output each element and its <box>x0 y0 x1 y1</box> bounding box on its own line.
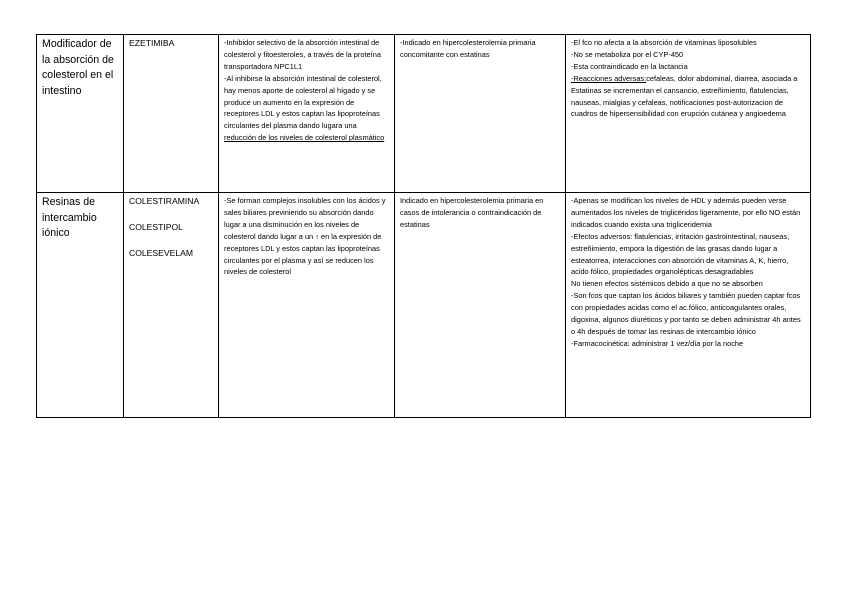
indication-text: -Indicado en hipercolesterolemia primaria concomitante con estatinas <box>400 38 536 59</box>
mechanism-cell <box>219 35 395 193</box>
indication-text: Indicado en hipercolesterolemia primaria en casos de intolerancia o contraindicación de estatinas <box>400 196 544 229</box>
note-line: -El fco no afecta a la absorción de vitaminas liposolubles <box>571 38 757 47</box>
note-line: -Efectos adversos: flatulencias, irritación gastrointestinal, nauseas, estreñimiento, empora la digestión de las grasas dando lugar a esteatorrea, interacciones con absorción de vitaminas A, K, hierro, acido fólico, propiedades organolépticas desagradables <box>571 231 790 277</box>
drug-name: COLESTIRAMINA <box>129 196 200 206</box>
drug-name: COLESTIPOL <box>129 222 183 232</box>
group-cell <box>37 193 124 418</box>
drug-table <box>36 34 811 418</box>
mechanism-text-2 <box>224 73 389 144</box>
note-line: -Farmacocinética: administrar 1 vez/día por la noche <box>571 338 744 348</box>
note-line: -No se metaboliza por el CYP-450 <box>571 49 684 59</box>
adverse-label: -Reacciones adversas: <box>571 73 647 83</box>
mechanism-text: -Inhibidor selectivo de la absorción intestinal de colesterol y fitoesteroles, a través de la proteína transportadora NPC1L1 <box>224 38 381 71</box>
note-line: -Esta contraindicado en la lactancia <box>571 61 688 71</box>
note-line: -Apenas se modifican los niveles de HDL y además pueden verse aumentados los niveles de triglicéridos ligeramente, por ello NO están indicados cuando exista una trigliceridemia <box>571 196 801 229</box>
drug-name: EZETIMIBA <box>129 38 175 48</box>
group-cell <box>37 35 124 193</box>
notes-cell <box>566 193 811 418</box>
mechanism-text: -Se forman complejos insolubles con los ácidos y sales biliares previniendo su absorción dando lugar a una disminución en los niveles de colesterol dando lugar a un ↑ en la expresión de receptores LDL y estos captan las lipoproteínas circulantes por el plasma y así se reducen los niveles de colesterol <box>224 196 386 277</box>
adverse-effects <box>571 73 805 121</box>
mechanism-text-2-main: -Al inhibirse la absorción intestinal de colesterol, hay menos aporte de colesterol al hígado y se produce un aumento en la expresión de receptores LDL y estos captan las lipoproteínas circulantes del plasma dando lugara una <box>224 73 382 131</box>
mechanism-underlined: reducción de los niveles de colesterol plasmático <box>224 133 385 143</box>
mechanism-cell <box>219 193 395 418</box>
notes-cell <box>566 35 811 193</box>
table-row <box>37 193 811 418</box>
note-line: -Son fcos que captan los ácidos biliares y también pueden captar fcos con propiedades acidas como el ac.fólico, anticoagulantes orales, digoxina, algunos diuréticos y por tanto se deben administrar 4h antes o 4h después de tomar las resinas de intercambio iónico <box>571 291 801 336</box>
note-line: No tienen efectos sistémicos debido a que no se absorben <box>571 279 763 289</box>
table-row <box>37 35 811 193</box>
adverse-text: cefaleas, dolor abdominal, diarrea, asociada a Estatinas se incrementan el cansancio, estreñimiento, flatulencias, nauseas, mialgias y cefaleas, notificaciones post-autorizacion de cuadros de hipersensibilidad con erupción cutánea y angioedema <box>571 73 798 119</box>
drug-cell <box>124 35 219 193</box>
group-name: Resinas de intercambio iónico <box>42 196 97 239</box>
indication-cell <box>395 193 566 418</box>
group-name: Modificador de la absorción de colesterol en el intestino <box>42 38 114 97</box>
drug-name: COLESEVELAM <box>129 248 193 258</box>
indication-cell <box>395 35 566 193</box>
drug-cell <box>124 193 219 418</box>
